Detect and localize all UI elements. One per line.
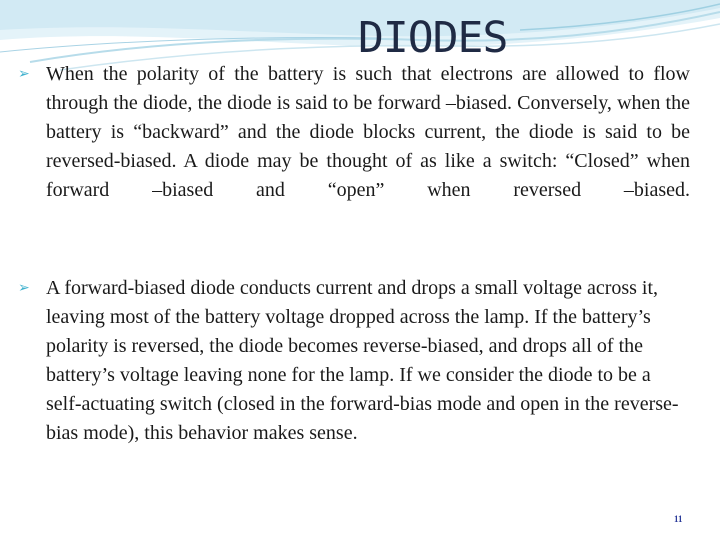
bullet-item (18, 274, 690, 448)
bullet-arrow-icon: ➢ (18, 66, 30, 82)
bullet-text: When the polarity of the battery is such that electrons are allowed to flow through the diode, the diode is said to be forward –biased. Conversely, when the battery is “backward” and the diode blocks current, the diode is said to be reversed-biased. A diode may be thought of as like a switch: “Closed” when forward –biased and “open” when reversed –biased. (46, 63, 690, 201)
bullet-text: A forward-biased diode conducts current and drops a small voltage across it, leaving most of the battery voltage dropped across the lamp. If the battery’s polarity is reversed, the diode becomes reverse-biased, and drops all of the battery’s voltage leaving none for the lamp. If we consider the diode to be a self-actuating switch (closed in the forward-bias mode and open in the reverse-bias mode), this behavior makes sense. (46, 277, 679, 444)
bullet-item (18, 60, 690, 234)
bullet-arrow-icon: ➢ (18, 280, 30, 296)
page-number: 11 (674, 514, 683, 524)
slide-title: DIODES (358, 13, 508, 63)
